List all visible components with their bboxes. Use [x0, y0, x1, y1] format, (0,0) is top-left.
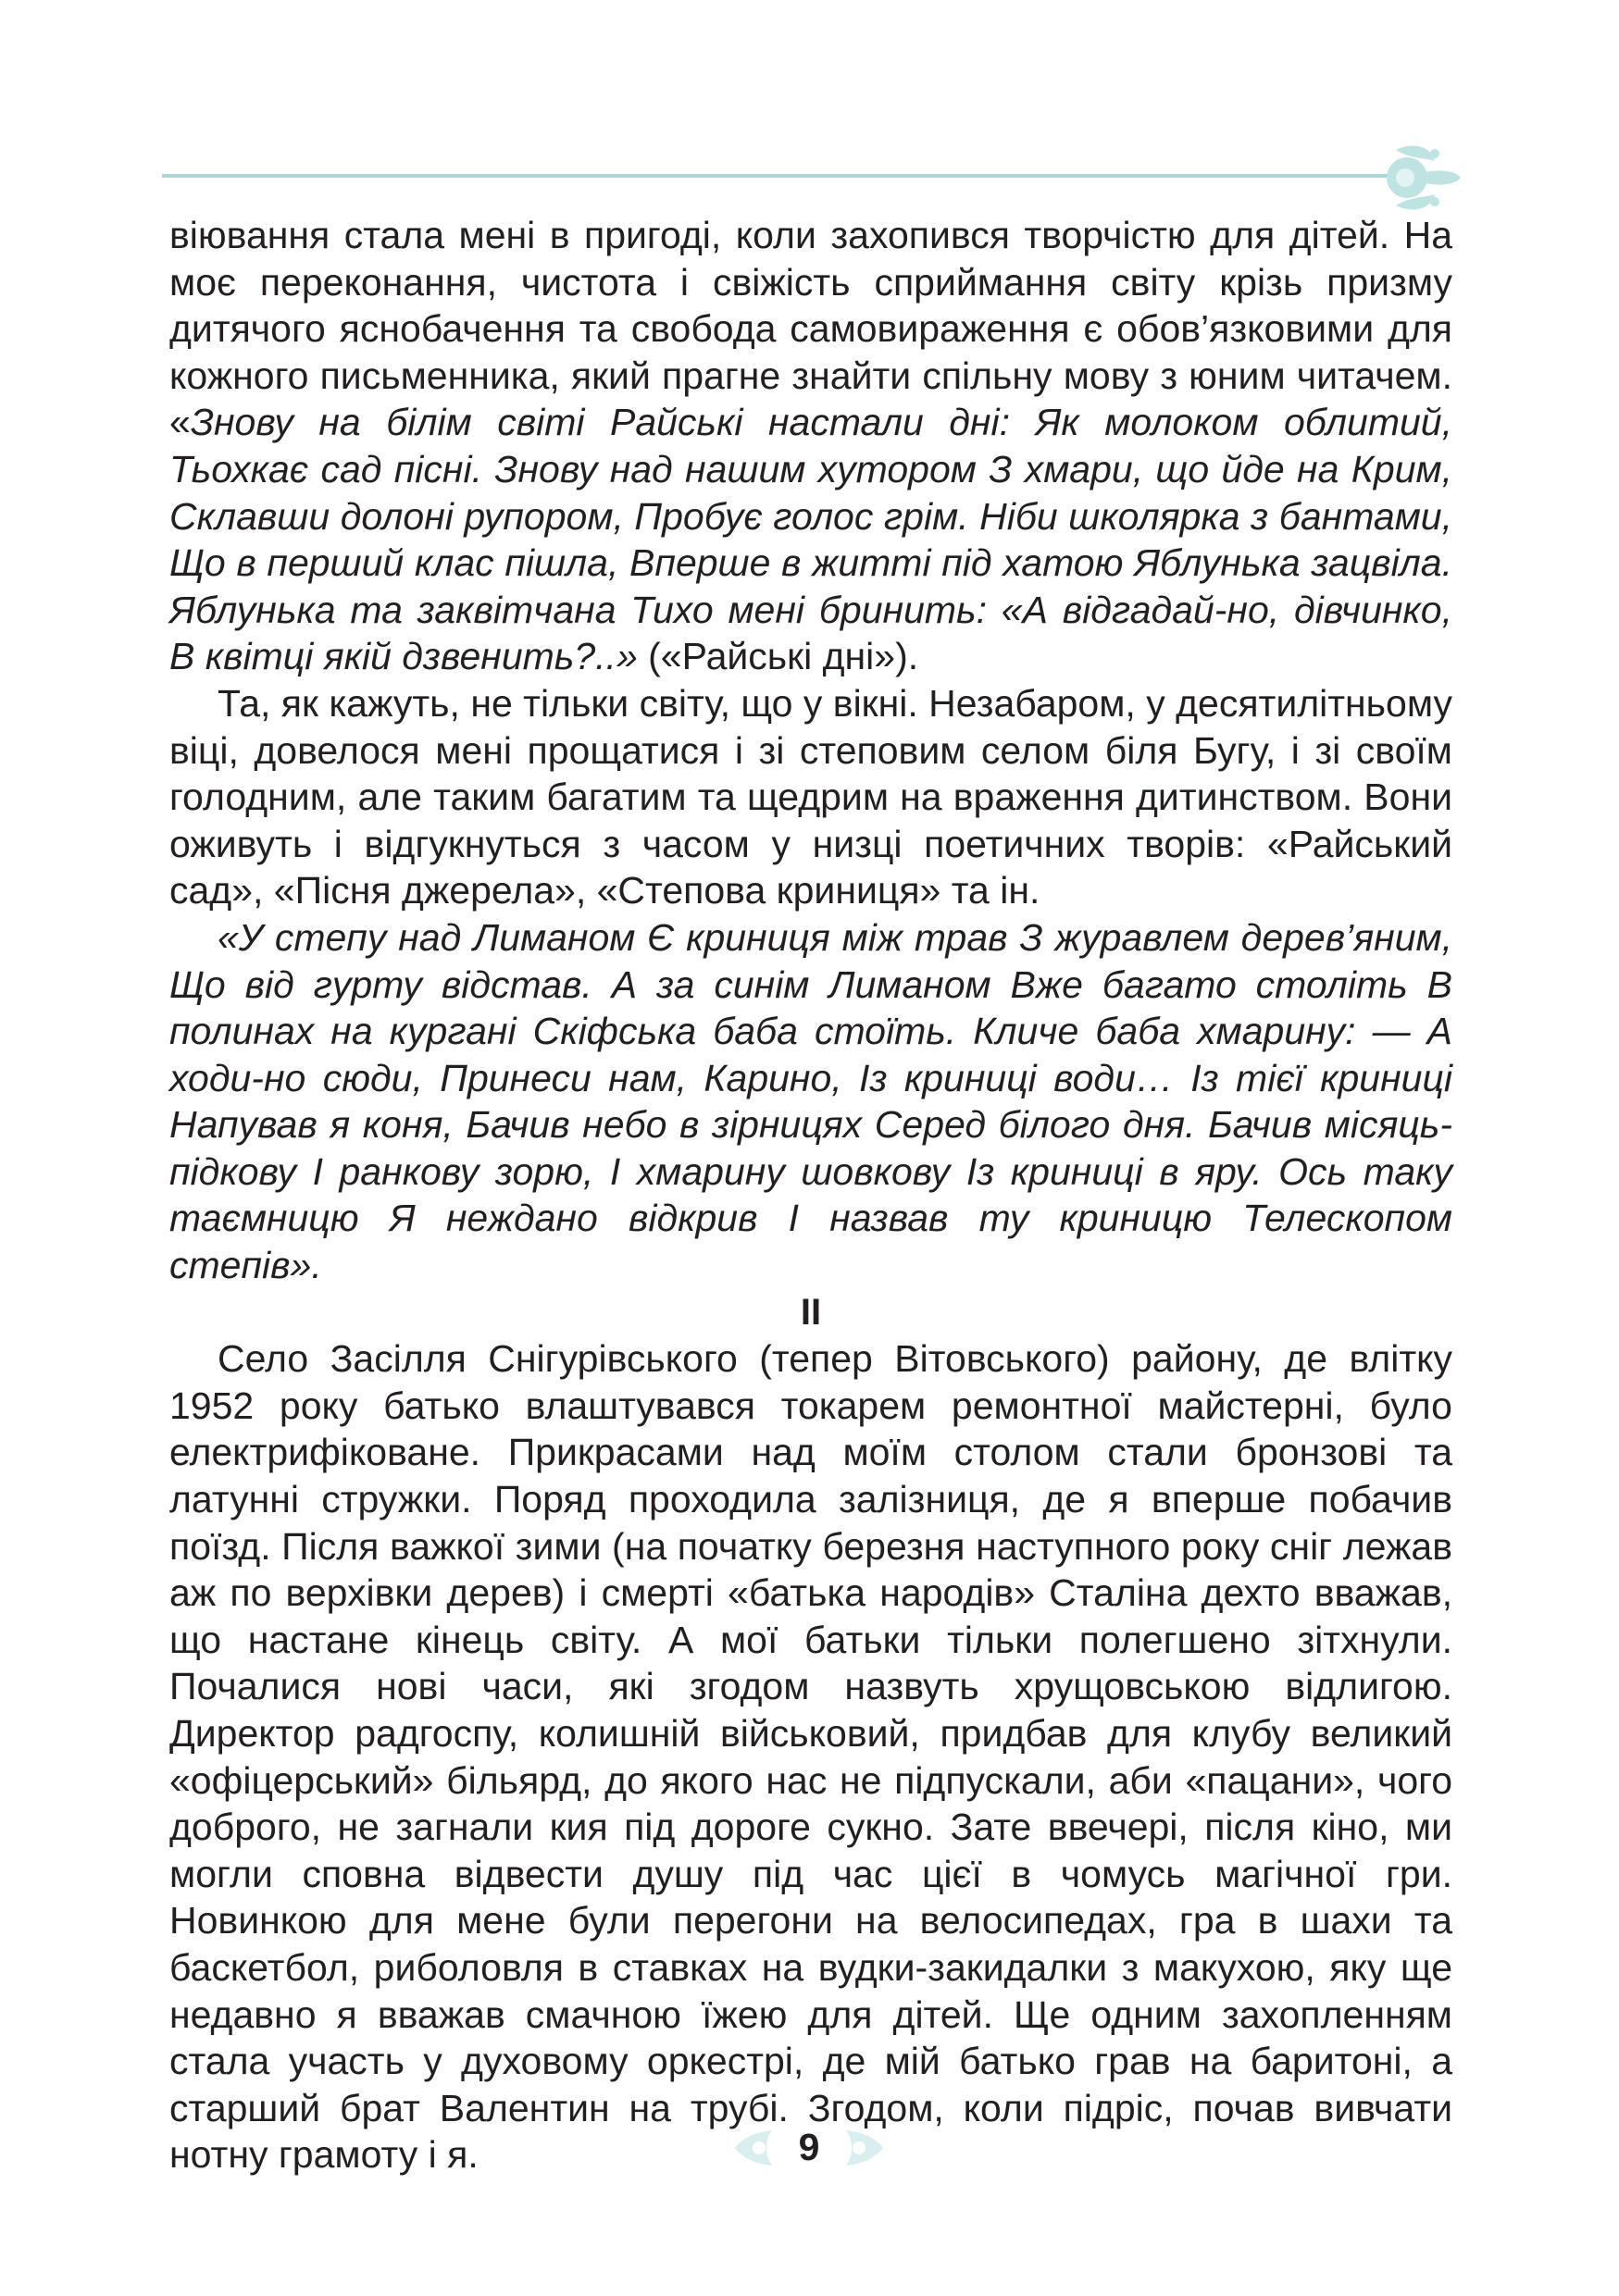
- page-number: 9: [798, 2126, 820, 2168]
- text-segment: Село Засілля Снігурівського (тепер Вітовського) району, де влітку 1952 року батько влаштувався токарем ремонтної майстерні, було електрифіковане. Прикрасами над моїм столом стали бронзові та латунні стружки. Поряд проходила залізниця, де я вперше побачив поїзд. Після важкої зими (на початку березня наступного року сніг лежав аж по верхівки дерев) і смерті «батька народів» Сталіна дехто вважав, що настане кінець світу. А мої батьки тільки полегшено зітхнули. Почалися нові часи, які згодом назвуть хрущовською відлигою. Директор радгоспу, колишній військовий, придбав для клубу великий «офіцерський» більярд, до якого нас не підпускали, аби «пацани», чого доброго, не загнали кия під дороге сукно. Зате ввечері, після кіно, ми могли сповна відвести душу під час цієї в чомусь магічної гри. Новинкою для мене були перегони на велосипедах, гра в шахи та баскетбол, риболовля в ставках на вудки-закидалки з макухою, яку ще недавно я вважав смачною їжею для дітей. Ще одним захопленням стала участь у духовому оркестрі, де мій батько грав на баритоні, а старший брат Валентин на трубі. Згодом, коли підріс, почав вивчати нотну грамоту і я.: [169, 1337, 1452, 2177]
- paragraph: [169, 1335, 1452, 2178]
- text-segment: «У степу над Лиманом Є криниця між трав З журавлем дерев’яним, Що від гурту відстав. А за синім Лиманом Вже багато століть В полинах на кургані Скіфська баба стоїть. Кличе баба хмарину: — А ходи-но сюди, Принеси нам, Карино, Із криниці води… Із тієї криниці Напував я коня, Бачив небо в зірницях Серед білого дня. Бачив місяць-підкову І ранкову зорю, І хмарину шовкову Із криниці в яру. Ось таку таємницю Я неждано відкрив І назвав ту криницю Телескопом степів».: [169, 915, 1452, 1287]
- text-segment: («Райські дні»).: [637, 635, 919, 678]
- paragraph: [169, 212, 1452, 680]
- section-number: II: [800, 1291, 822, 1333]
- poem-quote: [169, 914, 1452, 1289]
- body-text: [169, 212, 1452, 2178]
- flourish-ornament-icon: [842, 2127, 887, 2169]
- page-footer: [0, 2119, 1619, 2175]
- flourish-ornament-icon: [1377, 141, 1463, 215]
- top-divider-line: [162, 174, 1393, 178]
- paragraph: [169, 680, 1452, 914]
- text-segment: віювання стала мені в пригоді, коли захопився творчістю для дітей. На моє переконання, чистота і свіжість сприймання світу крізь призму дитячого яснобачення та свобода самовираження є обов’язковими для кожного письменника, який прагне знайти спільну мову з юним читачем. «: [169, 214, 1452, 444]
- flourish-ornament-icon: [731, 2127, 776, 2169]
- poem-quote: Знову на білім світі Райські настали дні: Як молоком облитий, Тьохкає сад пісні. Знову над нашим хутором З хмари, що йде на Крим, Склавши долоні рупором, Пробує голос грім. Ніби школярка з бантами, Що в перший клас пішла, Вперше в житті під хатою Яблунька зацвіла. Яблунька та заквітчана Тихо мені бринить: «А відгадай-но, дівчинко, В квітці якій дзвенить?..»: [169, 401, 1452, 678]
- text-segment: Та, як кажуть, не тільки світу, що у вікні. Незабаром, у десятилітньому віці, довелося мені прощатися і зі степовим селом біля Бугу, і зі своїм голодним, але таким багатим та щедрим на враження дитинством. Вони оживуть і відгукнуться з часом у низці поетичних творів: «Райський сад», «Пісня джерела», «Степова криниця» та ін.: [169, 681, 1452, 912]
